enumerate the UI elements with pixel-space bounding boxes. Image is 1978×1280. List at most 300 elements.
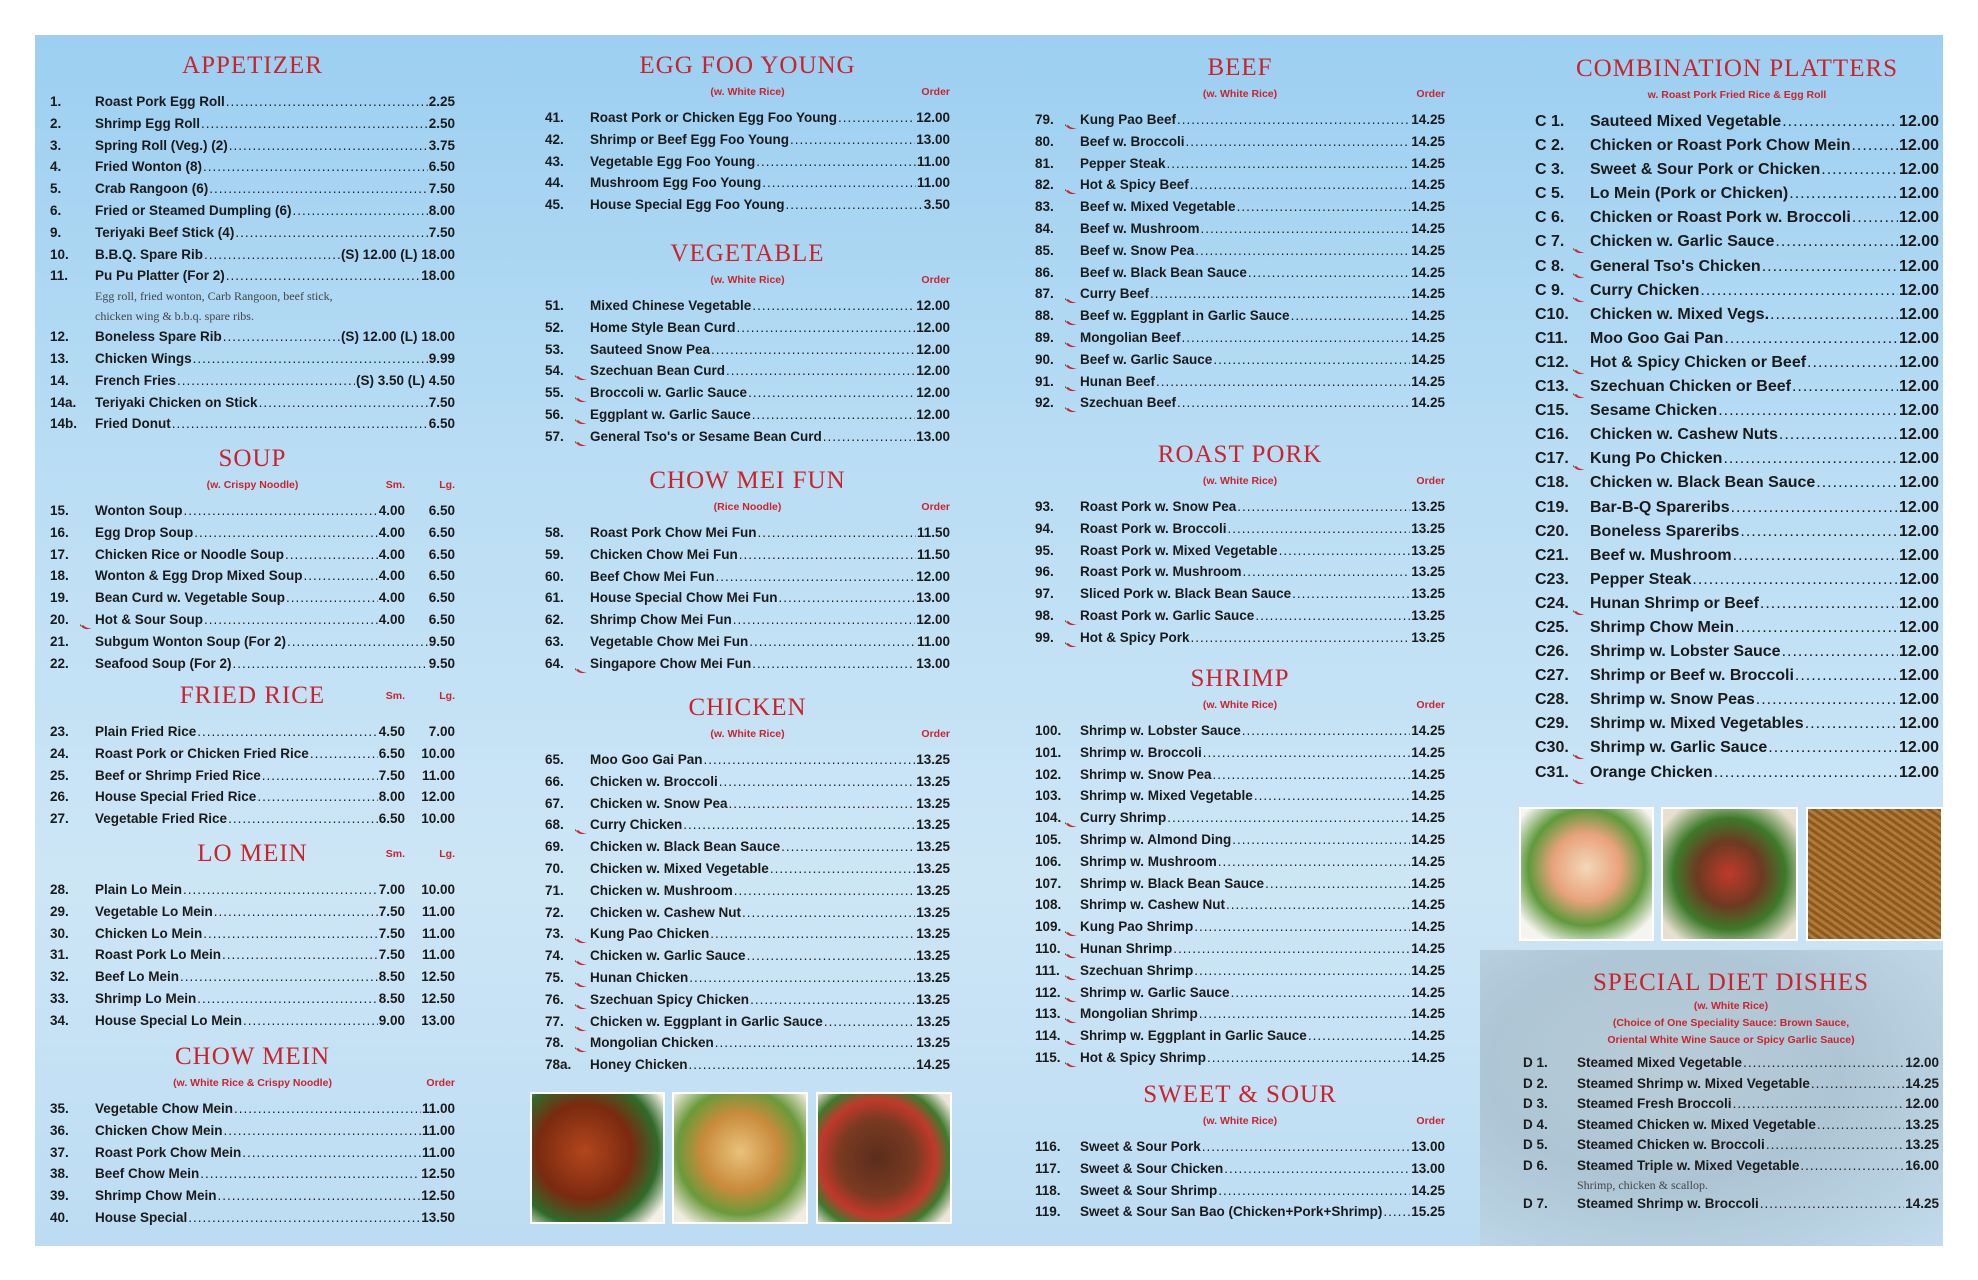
item-name: Wonton & Egg Drop Mixed Soup <box>95 568 303 584</box>
item-price: 7.50 <box>428 394 455 410</box>
item-name: Shrimp w. Mushroom <box>1080 853 1217 869</box>
dot-leader <box>204 244 340 266</box>
item-name: Egg Drop Soup <box>95 524 194 540</box>
section-beef <box>1035 53 1445 414</box>
dot-leader <box>729 793 916 815</box>
item-price: 6.50 <box>428 416 455 432</box>
item-number <box>545 426 590 448</box>
section-title-text: ROAST PORK <box>1157 441 1323 468</box>
spicy-chili-icon <box>1065 612 1078 619</box>
item-name: Plain Lo Mein <box>95 882 183 897</box>
item-number <box>1035 916 1080 938</box>
item-number-text: 97. <box>1035 586 1054 602</box>
dot-leader <box>201 113 428 135</box>
item-price: 14.25 <box>1411 351 1445 367</box>
item-price: 14.25 <box>1411 177 1445 193</box>
item-number-text: 61. <box>545 590 564 606</box>
menu-item <box>50 565 455 587</box>
item-price: 12.00 <box>1898 667 1939 685</box>
item-name: Hot & Spicy Pork <box>1080 629 1190 645</box>
item-price: 3.75 <box>428 137 455 153</box>
item-price-large: 6.50 <box>428 590 455 606</box>
item-number-text: 111. <box>1035 962 1060 978</box>
menu-item-list <box>545 295 950 448</box>
item-name: Steamed Shrimp w. Mixed Vegetable <box>1577 1075 1810 1091</box>
dot-leader <box>1199 1003 1410 1025</box>
item-price: 13.25 <box>916 839 950 855</box>
section-vegetable <box>545 239 950 448</box>
dot-leader <box>188 1207 420 1229</box>
section-title <box>1523 968 1939 998</box>
item-number <box>50 265 95 287</box>
item-price: 14.25 <box>1411 286 1445 302</box>
item-number <box>1035 262 1080 284</box>
item-number <box>545 360 590 382</box>
dot-leader <box>228 808 378 830</box>
item-price-large: 11.00 <box>421 947 455 963</box>
dot-leader <box>1782 640 1898 664</box>
item-number-text: 75. <box>545 969 564 985</box>
menu-item <box>545 989 950 1011</box>
item-name: Shrimp w. Garlic Sauce <box>1080 984 1230 1000</box>
spicy-chili-icon <box>1573 456 1586 463</box>
dot-leader <box>1724 327 1898 351</box>
dot-leader <box>172 413 428 435</box>
item-name: Teriyaki Chicken on Stick <box>95 394 258 410</box>
item-number-text: 110. <box>1035 940 1061 956</box>
spicy-chili-icon <box>1065 181 1078 188</box>
item-number <box>1535 471 1590 495</box>
item-name: Chicken Rice or Noodle Soup <box>95 546 285 562</box>
item-number <box>1535 592 1590 616</box>
dot-leader <box>756 151 916 173</box>
item-price-large: 6.50 <box>428 611 455 627</box>
item-name: Chicken or Roast Pork w. Broccoli <box>1590 209 1851 227</box>
dot-leader <box>786 194 923 216</box>
item-number <box>545 609 590 631</box>
item-number <box>1035 1158 1080 1180</box>
item-price: 12.00 <box>1898 209 1939 227</box>
item-price: 14.25 <box>1411 199 1445 215</box>
item-name: Chicken Chow Mei Fun <box>590 546 738 562</box>
item-price: 12.00 <box>1898 185 1939 203</box>
menu-item <box>545 129 950 151</box>
item-name: Shrimp w. Cashew Nut <box>1080 897 1226 913</box>
menu-item-list <box>50 721 455 830</box>
dot-leader <box>752 295 915 317</box>
item-number-text: 90. <box>1035 351 1054 367</box>
menu-item <box>1535 520 1939 544</box>
section-subtitle-text: w. Roast Pork Fried Rice & Egg Roll <box>1647 89 1827 101</box>
menu-item <box>50 91 455 113</box>
spicy-chili-icon <box>575 1018 588 1025</box>
dot-leader <box>739 544 916 566</box>
item-number-text: 86. <box>1035 264 1054 280</box>
item-price: 2.25 <box>428 94 455 109</box>
dot-leader <box>1723 447 1898 471</box>
section-title-text: SWEET & SOUR <box>1143 1081 1337 1108</box>
item-number <box>545 989 590 1011</box>
menu-item <box>1535 182 1939 206</box>
dot-leader <box>1733 544 1898 568</box>
item-number <box>1035 627 1080 649</box>
item-number-text: C25. <box>1535 618 1569 636</box>
item-price: 13.50 <box>421 1209 455 1225</box>
dot-leader <box>222 944 378 966</box>
item-price: 13.25 <box>1905 1116 1939 1132</box>
item-price: 9.50 <box>428 633 455 649</box>
menu-item <box>50 721 455 743</box>
menu-item <box>1035 131 1445 153</box>
item-price: 12.00 <box>1898 113 1939 130</box>
dot-leader <box>303 565 377 587</box>
section-soup <box>50 444 455 674</box>
menu-item <box>1035 153 1445 175</box>
item-price-large: 6.50 <box>428 503 455 518</box>
item-number <box>1535 761 1590 785</box>
section-subtitle <box>1535 84 1939 106</box>
spicy-chili-icon <box>1065 923 1078 930</box>
item-name: Steamed Triple w. Mixed Vegetable <box>1577 1157 1800 1173</box>
dot-leader <box>1779 423 1898 447</box>
menu-item <box>1035 262 1445 284</box>
section-title-text: CHICKEN <box>688 694 807 721</box>
menu-item <box>1035 1180 1445 1202</box>
item-number <box>50 1207 95 1229</box>
item-number-text: 41. <box>545 110 564 125</box>
item-number <box>1535 496 1590 520</box>
item-number-text: 64. <box>545 655 564 671</box>
section-subtitle-line: (Choice of One Speciality Sauce: Brown Sauce, <box>1612 1017 1850 1029</box>
menu-item <box>1035 938 1445 960</box>
menu-item <box>1035 720 1445 742</box>
item-name: Sweet & Sour Chicken <box>1080 1160 1224 1176</box>
item-number <box>50 966 95 988</box>
item-name: Roast Pork w. Mushroom <box>1080 564 1242 580</box>
spicy-chili-icon <box>575 821 588 828</box>
dot-leader <box>683 814 915 836</box>
menu-item <box>1035 349 1445 371</box>
item-number-text: C 6. <box>1535 209 1565 227</box>
item-name: Chicken w. Black Bean Sauce <box>1590 474 1816 492</box>
item-price: 13.25 <box>916 1013 950 1029</box>
item-name: Shrimp w. Lobster Sauce <box>1080 723 1241 738</box>
item-number-text: 74. <box>545 948 564 964</box>
menu-item-list <box>545 749 950 1076</box>
menu-item <box>1535 544 1939 568</box>
item-name: Kung Pao Chicken <box>590 926 710 942</box>
item-number-text: 16. <box>50 524 69 540</box>
item-number <box>1535 230 1590 254</box>
dot-leader <box>1202 1136 1410 1158</box>
item-name: Teriyaki Beef Stick (4) <box>95 224 235 240</box>
spicy-chili-icon <box>1065 116 1078 123</box>
menu-item <box>545 836 950 858</box>
item-price: (S) 3.50 (L) 4.50 <box>355 372 455 388</box>
dot-leader <box>203 923 377 945</box>
item-name: Szechuan Shrimp <box>1080 962 1194 978</box>
item-number-text: 57. <box>545 428 564 444</box>
item-number-text: 17. <box>50 546 69 562</box>
dot-leader <box>1248 262 1410 284</box>
spicy-chili-icon <box>1065 989 1078 996</box>
item-number <box>1035 764 1080 786</box>
item-name: General Tso's Chicken <box>1590 257 1761 275</box>
item-name: Lo Mein (Pork or Chicken) <box>1590 185 1789 203</box>
section-title <box>50 51 455 81</box>
item-price: 12.00 <box>1898 450 1939 468</box>
dot-leader <box>734 880 915 902</box>
menu-item <box>50 348 455 370</box>
spicy-chili-icon <box>575 930 588 937</box>
item-price: 12.00 <box>1898 474 1939 492</box>
item-name: Roast Pork or Chicken Egg Foo Young <box>590 110 838 125</box>
item-number-text: 38. <box>50 1166 69 1182</box>
item-number <box>1535 616 1590 640</box>
dot-leader <box>1167 153 1411 175</box>
item-name: Vegetable Egg Foo Young <box>590 153 756 169</box>
menu-item <box>1035 894 1445 916</box>
item-price: 12.00 <box>1898 570 1939 588</box>
item-name: Roast Pork w. Garlic Sauce <box>1080 607 1255 623</box>
menu-item <box>50 500 455 522</box>
menu-item <box>1035 742 1445 764</box>
dot-leader <box>257 786 377 808</box>
item-number <box>50 1010 95 1032</box>
item-number <box>1035 938 1080 960</box>
item-number <box>545 858 590 880</box>
dot-leader <box>1760 592 1898 616</box>
item-name: Roast Pork Chow Mei Fun <box>590 525 757 540</box>
item-price: 18.00 <box>421 268 455 284</box>
item-number-text: 91. <box>1035 373 1054 389</box>
item-name: General Tso's or Sesame Bean Curd <box>590 428 822 444</box>
item-number-text: 102. <box>1035 766 1062 782</box>
item-number-text: 71. <box>545 882 564 898</box>
item-number <box>1535 351 1590 375</box>
item-price: 14.25 <box>1411 810 1445 826</box>
menu-item <box>1535 712 1939 736</box>
menu-item <box>1035 561 1445 583</box>
menu-item <box>50 1120 455 1142</box>
menu-item <box>1535 761 1939 785</box>
item-number <box>50 370 95 392</box>
dot-leader <box>1700 279 1898 303</box>
dot-leader <box>1735 616 1898 640</box>
item-number-text: 94. <box>1035 520 1054 536</box>
item-name: Vegetable Chow Mein <box>95 1101 234 1116</box>
menu-item <box>1035 1136 1445 1158</box>
dot-leader <box>719 771 915 793</box>
item-name: Crab Rangoon (6) <box>95 181 209 197</box>
item-number-text: C 8. <box>1535 257 1565 275</box>
dot-leader <box>1731 496 1898 520</box>
item-number-text: 68. <box>545 817 564 833</box>
item-number <box>1035 109 1080 131</box>
item-name: Roast Pork Egg Roll <box>95 94 225 109</box>
spicy-chili-icon <box>1573 384 1586 391</box>
item-name: Szechuan Chicken or Beef <box>1590 378 1791 396</box>
menu-item <box>545 339 950 361</box>
menu-item <box>50 1207 455 1229</box>
menu-item <box>50 901 455 923</box>
item-number <box>1535 279 1590 303</box>
menu-item <box>545 945 950 967</box>
item-number-text: C28. <box>1535 691 1569 709</box>
item-number-text: 12. <box>50 329 69 345</box>
item-number-text: 36. <box>50 1122 69 1138</box>
item-number <box>1535 182 1590 206</box>
item-number <box>50 879 95 901</box>
item-number-text: 24. <box>50 745 69 761</box>
section-title-text: LO MEIN <box>197 840 308 867</box>
dot-leader <box>293 200 428 222</box>
item-price: 12.00 <box>1898 643 1939 661</box>
item-number-text: 11. <box>50 268 69 284</box>
item-name: Sweet & Sour Pork or Chicken <box>1590 161 1821 179</box>
item-name: Roast Pork w. Broccoli <box>1080 520 1227 536</box>
item-number <box>1523 1094 1577 1115</box>
menu-item <box>50 1010 455 1032</box>
section-title <box>1035 440 1445 470</box>
menu-item <box>50 1163 455 1185</box>
section-title <box>1035 664 1445 694</box>
item-number-text: 73. <box>545 926 564 942</box>
menu-item <box>1523 1194 1939 1215</box>
item-number-text: 54. <box>545 363 564 379</box>
menu-item <box>545 426 950 448</box>
dot-leader <box>689 1054 916 1076</box>
menu-item <box>50 222 455 244</box>
menu-item <box>545 360 950 382</box>
spicy-chili-icon <box>1065 356 1078 363</box>
spicy-chili-icon <box>1573 770 1586 777</box>
dot-leader <box>1224 1158 1410 1180</box>
dot-leader <box>1740 520 1898 544</box>
menu-item <box>545 544 950 566</box>
item-number-text: 107. <box>1035 875 1062 891</box>
menu-item <box>50 544 455 566</box>
menu-item <box>1035 496 1445 518</box>
item-number <box>50 135 95 157</box>
item-name: Orange Chicken <box>1590 763 1713 781</box>
dot-leader <box>262 765 378 787</box>
item-name: Beef Chow Mei Fun <box>590 568 715 584</box>
item-name: Hot & Spicy Chicken or Beef <box>1590 353 1807 371</box>
item-price: 14.25 <box>1411 373 1445 389</box>
item-name: Honey Chicken <box>590 1057 688 1073</box>
item-number <box>50 743 95 765</box>
general-tso-chicken-photo <box>530 1092 665 1224</box>
item-number-text: 39. <box>50 1188 69 1204</box>
dot-leader <box>1383 1201 1410 1223</box>
item-number-text: 77. <box>545 1013 564 1029</box>
item-price: 11.50 <box>916 546 950 562</box>
item-name: House Special Chow Mei Fun <box>590 590 778 606</box>
item-name: Beef w. Eggplant in Garlic Sauce <box>1080 308 1290 324</box>
item-number-text: C24. <box>1535 594 1569 612</box>
item-price: 14.25 <box>1411 264 1445 280</box>
dot-leader <box>1177 392 1410 414</box>
spicy-chili-icon <box>575 411 588 418</box>
item-number-text: 33. <box>50 990 69 1006</box>
item-price: 13.00 <box>916 131 950 147</box>
spicy-chili-icon <box>1065 967 1078 974</box>
menu-item <box>545 902 950 924</box>
item-number-text: 19. <box>50 590 69 606</box>
item-price: 7.50 <box>428 181 455 197</box>
menu-item <box>545 1054 950 1076</box>
dot-leader <box>1718 399 1898 423</box>
section-title <box>50 1042 455 1072</box>
item-number <box>1535 206 1590 230</box>
item-number-text: C31. <box>1535 763 1569 781</box>
item-name: Sesame Chicken <box>1590 402 1718 420</box>
item-name: Roast Pork Lo Mein <box>95 947 222 963</box>
spicy-chili-icon <box>1065 378 1078 385</box>
section-subtitle <box>50 1072 455 1094</box>
menu-item <box>50 966 455 988</box>
item-price: 14.25 <box>1411 897 1445 913</box>
item-price: 4.00 <box>378 568 405 584</box>
item-number-text: C23. <box>1535 570 1569 588</box>
item-number-text: 83. <box>1035 199 1054 215</box>
item-number <box>50 500 95 522</box>
item-number-text: 101. <box>1035 744 1062 760</box>
item-name: Moo Goo Gai Pan <box>1590 329 1724 347</box>
item-price: 14.25 <box>1411 788 1445 804</box>
spicy-chili-icon <box>1065 399 1078 406</box>
item-price-large: 11.00 <box>421 925 455 941</box>
menu-item <box>1535 736 1939 760</box>
dot-leader <box>200 1163 420 1185</box>
chicken-snow-pea-photo <box>672 1092 808 1224</box>
menu-item <box>545 382 950 404</box>
item-number <box>50 587 95 609</box>
dot-leader <box>1191 627 1411 649</box>
item-name: Shrimp or Beef Egg Foo Young <box>590 131 789 147</box>
item-name: Chicken w. Broccoli <box>590 773 718 789</box>
menu-item <box>545 566 950 588</box>
item-number <box>50 392 95 414</box>
item-number <box>545 404 590 426</box>
item-price: 4.00 <box>378 503 405 518</box>
spicy-chili-icon <box>1065 290 1078 297</box>
menu-item <box>1035 583 1445 605</box>
item-name: Mongolian Shrimp <box>1080 1006 1198 1022</box>
item-price: 11.50 <box>916 525 950 540</box>
item-number <box>1535 736 1590 760</box>
menu-item <box>1535 206 1939 230</box>
order-label: Order <box>921 501 950 513</box>
dot-leader <box>1213 349 1410 371</box>
section-subtitle-text: (w. White Rice) <box>710 274 785 286</box>
menu-item <box>50 609 455 631</box>
dot-leader <box>1213 764 1411 786</box>
item-price: 12.00 <box>1898 739 1939 757</box>
item-number <box>50 178 95 200</box>
item-name: Shrimp w. Lobster Sauce <box>1590 643 1781 661</box>
menu-item <box>1523 1115 1939 1136</box>
item-name: Sweet & Sour San Bao (Chicken+Pork+Shrimp) <box>1080 1204 1383 1220</box>
menu-item <box>1035 873 1445 895</box>
item-number <box>1535 327 1590 351</box>
dot-leader <box>1226 894 1410 916</box>
item-name: Home Style Bean Curd <box>590 319 736 335</box>
dot-leader <box>1242 720 1410 742</box>
item-name: French Fries <box>95 372 177 388</box>
item-name: Seafood Soup (For 2) <box>95 655 232 671</box>
